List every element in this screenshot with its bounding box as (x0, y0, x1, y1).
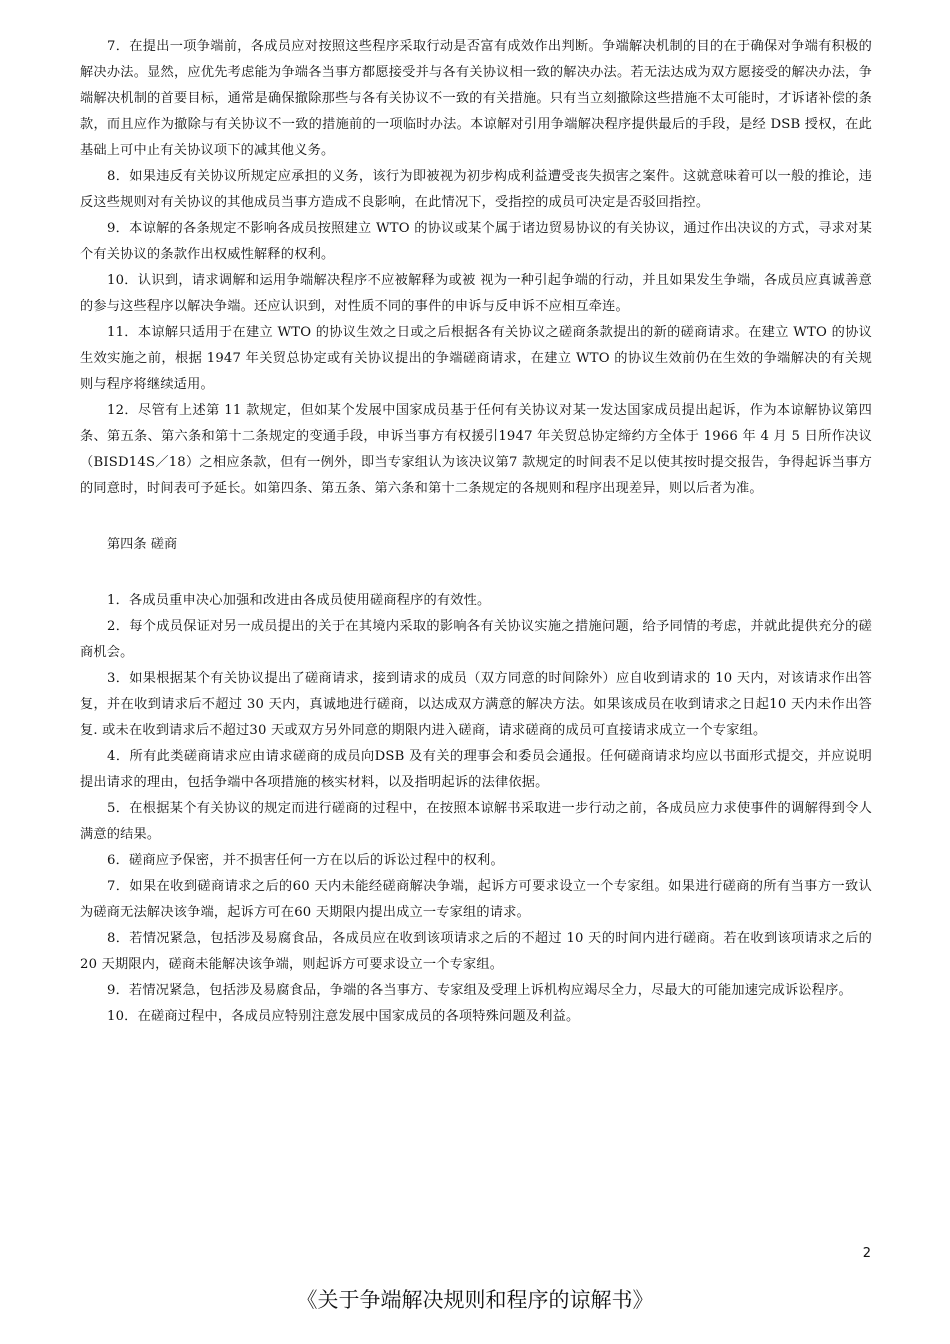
art4-paragraph-7: 7．如果在收到磋商请求之后的60 天内未能经磋商解决争端，起诉方可要求设立一个专家组。如果进行磋商的所有当事方一致认为磋商无法解决该争端，起诉方可在60 天期限内提出成立一专家组的请求。 (80, 879, 872, 920)
art4-paragraph-6: 6．磋商应予保密，并不损害任何一方在以后的诉讼过程中的权利。 (107, 853, 504, 868)
art4-paragraph-8: 8．若情况紧急，包括涉及易腐食品，各成员应在收到该项请求之后的不超过 10 天的时间内进行磋商。若在收到该项请求之后的 20 天期限内，磋商未能解决该争端，则起诉方可要求设立一个专家组。 (80, 931, 872, 972)
spacer (80, 558, 872, 588)
art4-paragraph-3: 3．如果根据某个有关协议提出了磋商请求，接到请求的成员（双方同意的时间除外）应自收到请求的 10 天内，对该请求作出答复，并在收到请求后不超过 30 天内，真诚地进行磋商，以达成双方满意的解决方法。如果该成员在收到请求之日起10 天内未作出答复. 或未在收到请求后不超过30 天或双方另外同意的期限内进入磋商，请求磋商的成员可直接请求成立一个专家组。 (80, 671, 872, 738)
paragraph-7: 7．在提出一项争端前，各成员应对按照这些程序采取行动是否富有成效作出判断。争端解决机制的目的在于确保对争端有积极的解决办法。显然，应优先考虑能为争端各当事方都愿接受并与各有关协议相一致的解决办法。若无法达成为双方愿接受的解决办法，争端解决机制的首要目标，通常是确保撤除那些与各有关协议不一致的有关措施。只有当立刻撤除这些措施不太可能时，才诉诸补偿的条款，而且应作为撤除与有关协议不一致的措施前的一项临时办法。本谅解对引用争端解决程序提供最后的手段，是经 DSB 授权，在此基础上可中止有关协议项下的减其他义务。 (80, 39, 872, 158)
art4-paragraph-9: 9．若情况紧急，包括涉及易腐食品，争端的各当事方、专家组及受理上诉机构应竭尽全力，尽最大的可能加速完成诉讼程序。 (107, 983, 852, 998)
spacer (80, 502, 872, 532)
paragraph-10: 10．认识到，请求调解和运用争端解决程序不应被解释为或被 视为一种引起争端的行动，并且如果发生争端，各成员应真诚善意的参与这些程序以解决争端。还应认识到，对性质不同的事件的申诉与反申诉不应相互牵连。 (80, 273, 872, 314)
page-body (80, 34, 872, 1030)
paragraph-9: 9．本谅解的各条规定不影响各成员按照建立 WTO 的协议或某个属于诸边贸易协议的有关协议，通过作出决议的方式，寻求对某个有关协议的条款作出权威性解释的权利。 (80, 221, 872, 262)
footer-title: 《关于争端解决规则和程序的谅解书》 (296, 1288, 654, 1312)
art4-paragraph-1: 1．各成员重申决心加强和改进由各成员使用磋商程序的有效性。 (107, 593, 491, 608)
art4-paragraph-2: 2．每个成员保证对另一成员提出的关于在其境内采取的影响各有关协议实施之措施问题，给予同情的考虑，并就此提供充分的磋商机会。 (80, 619, 872, 660)
paragraph-8: 8．如果违反有关协议所规定应承担的义务，该行为即被视为初步构成利益遭受丧失损害之案件。这就意味着可以一般的推论，违反这些规则对有关协议的其他成员当事方造成不良影响，在此情况下，受指控的成员可决定是否驳回指控。 (80, 169, 872, 210)
article-4-heading: 第四条 磋商 (107, 537, 178, 552)
art4-paragraph-5: 5．在根据某个有关协议的规定而进行磋商的过程中，在按照本谅解书采取进一步行动之前，各成员应力求使事件的调解得到令人满意的结果。 (80, 801, 872, 842)
page-number: 2 (862, 1246, 871, 1261)
art4-paragraph-10: 10．在磋商过程中，各成员应特别注意发展中国家成员的各项特殊问题及利益。 (107, 1009, 580, 1024)
art4-paragraph-4: 4．所有此类磋商请求应由请求磋商的成员向DSB 及有关的理事会和委员会通报。任何磋商请求均应以书面形式提交，并应说明提出请求的理由，包括争端中各项措施的核实材料，以及指明起诉的法律依据。 (80, 749, 872, 790)
paragraph-11: 11．本谅解只适用于在建立 WTO 的协议生效之日或之后根据各有关协议之磋商条款提出的新的磋商请求。在建立 WTO 的协议生效实施之前，根据 1947 年关贸总协定或有关协议提出的争端磋商请求，在建立 WTO 的协议生效前仍在生效的争端解决的有关规则与程序将继续适用。 (80, 325, 872, 392)
paragraph-12: 12．尽管有上述第 11 款规定，但如某个发展中国家成员基于任何有关协议对某一发达国家成员提出起诉，作为本谅解协议第四条、第五条、第六条和第十二条规定的变通手段，申诉当事方有权援引1947 年关贸总协定缔约方全体于 1966 年 4 月 5 日所作决议（BISD14S／18）之相应条款，但有一例外，即当专家组认为该决议第7 款规定的时间表不足以使其按时提交报告，争得起诉当事方的同意时，时间表可予延长。如第四条、第五条、第六条和第十二条规定的各规则和程序出现差异，则以后者为准。 (80, 403, 872, 496)
